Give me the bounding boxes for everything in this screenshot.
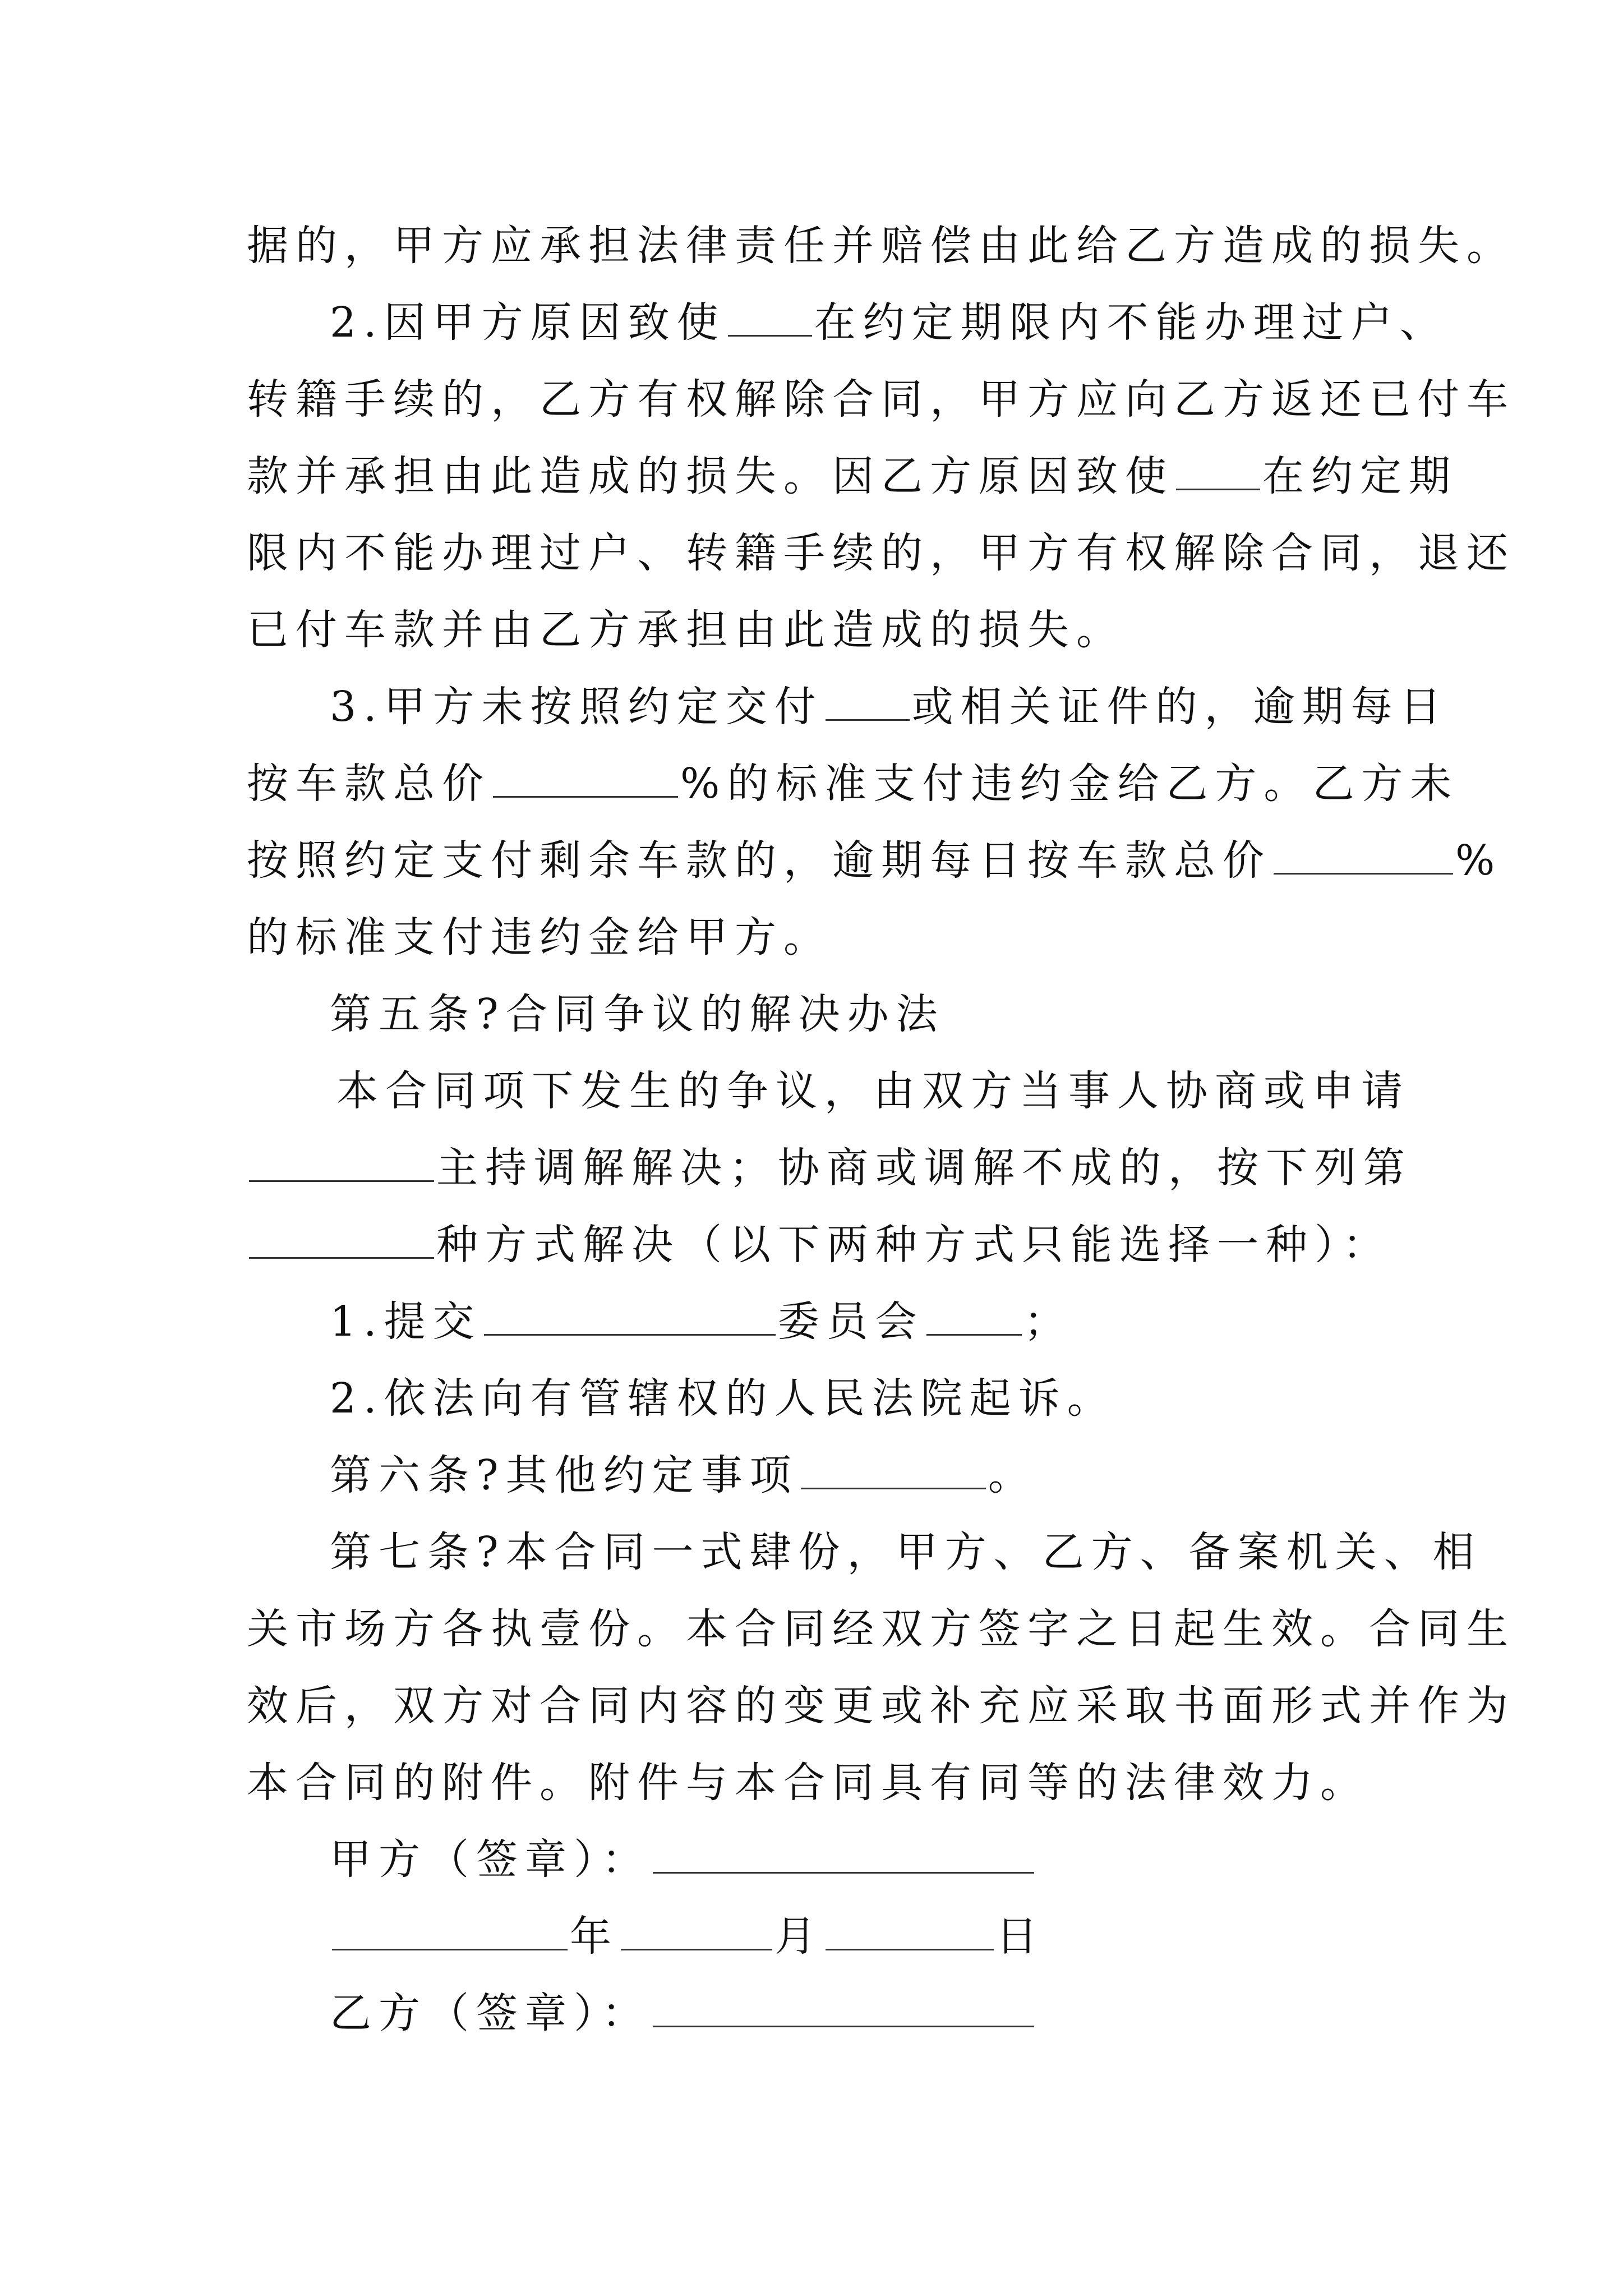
paragraph-line — [247, 1745, 1391, 1821]
signature-line-party-a — [247, 1821, 1391, 1898]
text: 。 — [988, 1451, 1037, 1499]
paragraph-line — [247, 822, 1502, 899]
paragraph-line — [247, 361, 1515, 438]
text: 2.因甲方原因致使 — [330, 298, 726, 347]
paragraph-line — [247, 592, 1391, 669]
text: 本合同项下发生的争议，由双方当事人协商或申请 — [336, 1067, 1410, 1115]
text: ； — [1023, 1297, 1073, 1346]
fill-blank[interactable] — [484, 1301, 776, 1336]
text: 本合同的附件。附件与本合同具有同等的法律效力。 — [247, 1759, 1369, 1807]
text: %的标准支付违约金给乙方。乙方未 — [680, 760, 1459, 808]
text: 种方式解决（以下两种方式只能选择一种）： — [436, 1221, 1391, 1269]
paragraph-line — [247, 1591, 1515, 1668]
text: 或相关证件的，逾期每日 — [911, 683, 1449, 731]
text: 日 — [996, 1912, 1045, 1961]
paragraph-line — [247, 1130, 1412, 1207]
text: 第五条?合同争议的解决办法 — [330, 990, 945, 1038]
text: 关市场方各执壹份。本合同经双方签字之日起生效。合同生 — [247, 1605, 1515, 1653]
text: 年 — [570, 1912, 619, 1961]
text: % — [1455, 836, 1502, 885]
paragraph-line — [247, 669, 1449, 746]
text: 已付车款并由乙方承担由此造成的损失。 — [247, 606, 1125, 654]
text: 1.提交 — [330, 1297, 482, 1346]
paragraph-line — [247, 1053, 1410, 1130]
paragraph-line — [247, 1207, 1391, 1283]
paragraph-line — [247, 284, 1449, 361]
fill-blank[interactable] — [493, 763, 678, 798]
text: 甲方（签章）： — [330, 1835, 651, 1884]
text: 按照约定支付剩余车款的，逾期每日按车款总价 — [247, 836, 1271, 885]
signature-blank[interactable] — [653, 1993, 1034, 2027]
contract-body — [247, 208, 1515, 2052]
fill-blank[interactable] — [249, 1148, 434, 1182]
paragraph-line — [247, 515, 1515, 592]
text: 在约定期 — [1262, 452, 1458, 500]
text: 据的，甲方应承担法律责任并赔偿由此给乙方造成的损失。 — [247, 222, 1515, 270]
fill-blank[interactable] — [801, 1455, 986, 1489]
text: 款并承担由此造成的损失。因乙方原因致使 — [247, 452, 1174, 500]
signature-line-party-b — [247, 1975, 1391, 2052]
fill-blank[interactable] — [1176, 456, 1260, 490]
day-blank[interactable] — [826, 1916, 994, 1950]
year-blank[interactable] — [332, 1916, 568, 1950]
paragraph-line — [247, 1283, 1391, 1360]
text: 主持调解解决；协商或调解不成的，按下列第 — [436, 1144, 1412, 1192]
paragraph-line — [247, 1514, 1482, 1591]
text: 限内不能办理过户、转籍手续的，甲方有权解除合同，退还 — [247, 529, 1515, 577]
fill-blank[interactable] — [1274, 840, 1453, 875]
fill-blank[interactable] — [826, 687, 910, 721]
text: 效后，双方对合同内容的变更或补充应采取书面形式并作为 — [247, 1682, 1515, 1730]
text: 在约定期限内不能办理过户、 — [814, 298, 1449, 347]
paragraph-line — [247, 1437, 1391, 1514]
text: 转籍手续的，乙方有权解除合同，甲方应向乙方返还已付车 — [247, 375, 1515, 424]
paragraph-line — [247, 1360, 1391, 1437]
paragraph-line — [247, 208, 1515, 284]
paragraph-line — [247, 1668, 1515, 1745]
text: 按车款总价 — [247, 760, 491, 808]
signature-blank[interactable] — [653, 1839, 1034, 1874]
paragraph-line — [247, 438, 1458, 515]
paragraph-line — [247, 899, 1391, 976]
text: 第七条?本合同一式肆份，甲方、乙方、备案机关、相 — [330, 1528, 1482, 1576]
month-blank[interactable] — [621, 1916, 772, 1950]
text: 委员会 — [777, 1297, 924, 1346]
text: 乙方（签章）： — [330, 1989, 651, 2037]
fill-blank[interactable] — [926, 1301, 1022, 1336]
text: 2.依法向有管辖权的人民法院起诉。 — [330, 1374, 1116, 1423]
paragraph-line — [247, 746, 1459, 822]
text: 3.甲方未按照约定交付 — [330, 683, 823, 731]
fill-blank[interactable] — [249, 1225, 434, 1259]
date-line — [247, 1898, 1391, 1975]
text: 第六条?其他约定事项 — [330, 1451, 799, 1499]
fill-blank[interactable] — [728, 302, 812, 337]
article-title — [247, 976, 1391, 1053]
text: 的标准支付违约金给甲方。 — [247, 913, 832, 961]
text: 月 — [774, 1912, 823, 1961]
